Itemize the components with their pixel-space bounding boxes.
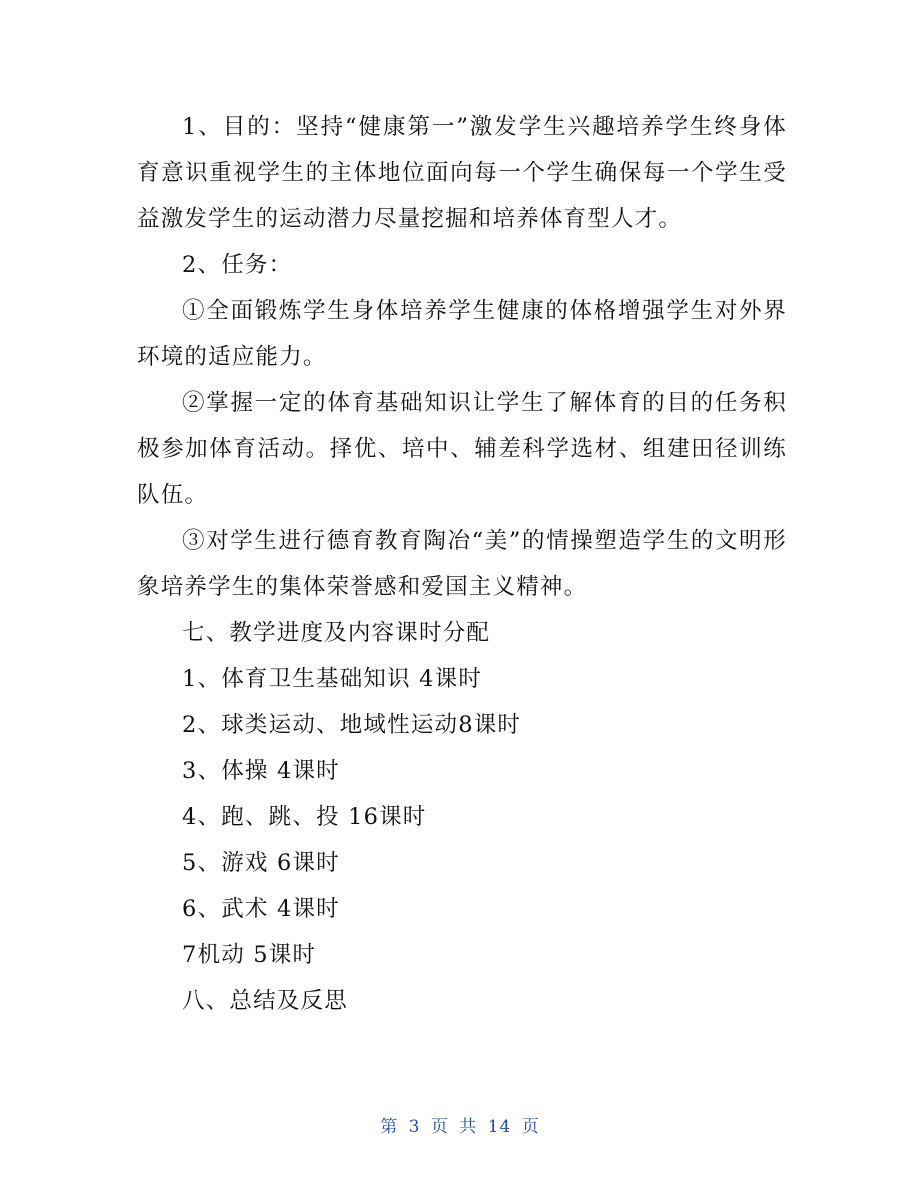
schedule-item: 5、游戏 6课时 [182, 850, 340, 876]
document-body [137, 104, 787, 1024]
schedule-item: 6、武术 4课时 [182, 896, 340, 922]
paragraph-goal: 1、目的：坚持“健康第一”激发学生兴趣培养学生终身体育意识重视学生的主体地位面向每一个学生确保每一个学生受益激发学生的运动潜力尽量挖掘和培养体育型人才。 [137, 114, 787, 232]
page-number-footer: 第 3 页 共 14 页 [380, 1117, 540, 1137]
paragraph-task-2: ②掌握一定的体育基础知识让学生了解体育的目的任务积极参加体育活动。择优、培中、辅差科学选材、组建田径训练队伍。 [137, 390, 787, 508]
schedule-item: 2、球类运动、地域性运动8课时 [182, 712, 522, 738]
section-heading-summary: 八、总结及反思 [182, 988, 348, 1014]
paragraph-tasks-heading: 2、任务： [182, 252, 293, 278]
paragraph-task-3: ③对学生进行德育教育陶冶“美”的情操塑造学生的文明形象培养学生的集体荣誉感和爱国主义精神。 [137, 528, 787, 600]
schedule-item: 3、体操 4课时 [182, 758, 340, 784]
schedule-item: 4、跑、跳、投 16课时 [182, 804, 427, 830]
section-heading-schedule: 七、教学进度及内容课时分配 [182, 620, 491, 646]
paragraph-task-1: ①全面锻炼学生身体培养学生健康的体格增强学生对外界环境的适应能力。 [137, 298, 787, 370]
schedule-item: 1、体育卫生基础知识 4课时 [182, 666, 483, 692]
schedule-item: 7机动 5课时 [182, 942, 317, 968]
